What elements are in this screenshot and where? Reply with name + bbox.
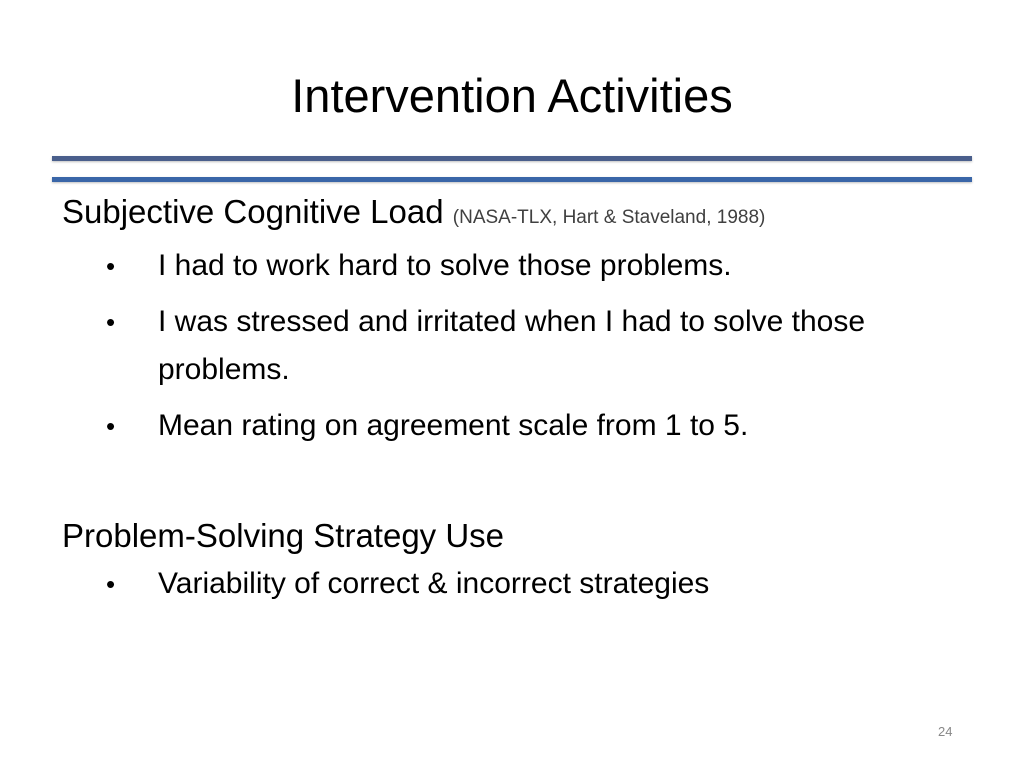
bullet-text: I had to work hard to solve those problems. — [158, 249, 732, 282]
bullet-item — [62, 242, 962, 290]
bullet-text: I was stressed and irritated when I had to solve those problems. — [158, 305, 866, 386]
title-divider-top — [52, 156, 972, 161]
bullet-icon: • — [106, 411, 116, 441]
bullet-icon: • — [106, 307, 116, 337]
slide-title: Intervention Activities — [291, 69, 733, 122]
title-divider-bottom — [52, 177, 972, 182]
section-cognitive-load — [62, 188, 962, 450]
bullet-icon: • — [106, 569, 116, 599]
section-heading-text: Subjective Cognitive Load — [62, 193, 444, 230]
bullet-list — [62, 560, 962, 608]
page-number: 24 — [938, 724, 953, 739]
bullet-item — [62, 298, 962, 394]
bullet-item — [62, 560, 962, 608]
section-heading — [62, 512, 962, 560]
section-strategy-use — [62, 512, 962, 608]
citation: (NASA-TLX, Hart & Staveland, 1988) — [452, 207, 766, 228]
bullet-icon: • — [106, 251, 116, 281]
section-heading-text: Problem-Solving Strategy Use — [62, 517, 505, 554]
bullet-text: Variability of correct & incorrect strategies — [158, 567, 710, 600]
bullet-text: Mean rating on agreement scale from 1 to 5. — [158, 409, 749, 442]
slide-body — [62, 188, 962, 616]
bullet-item — [62, 402, 962, 450]
section-heading — [62, 188, 962, 242]
bullet-list — [62, 242, 962, 450]
